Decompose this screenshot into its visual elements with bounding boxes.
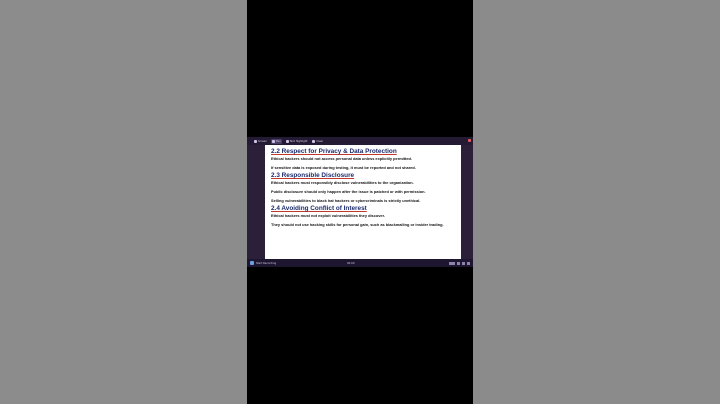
toolbar-highlight[interactable] bbox=[285, 139, 309, 144]
recording-control[interactable] bbox=[250, 261, 276, 265]
status-indicators bbox=[449, 262, 470, 265]
indicator-icon bbox=[462, 262, 465, 265]
toolbar-clear-label: Clear bbox=[316, 139, 324, 143]
toolbar-pen[interactable] bbox=[271, 139, 282, 144]
screen-icon bbox=[254, 140, 257, 143]
section-2-3-paragraph-3: Selling vulnerabilities to black hat hackers or cybercriminals is strictly unethical. bbox=[271, 198, 421, 203]
close-icon[interactable] bbox=[468, 139, 471, 142]
section-2-2-paragraph-1: Ethical hackers should not access personal data unless explicitly permitted. bbox=[271, 156, 412, 161]
left-blurred-background bbox=[0, 0, 247, 404]
toolbar-clear[interactable] bbox=[311, 139, 324, 144]
section-2-3-paragraph-1: Ethical hackers must responsibly disclose vulnerabilities to the organization. bbox=[271, 180, 414, 185]
toolbar-pen-label: Pen bbox=[275, 139, 281, 143]
section-2-2-heading: 2.2 Respect for Privacy & Data Protection bbox=[271, 148, 397, 155]
annotation-toolbar bbox=[247, 137, 473, 145]
section-2-4-paragraph-1: Ethical hackers must not exploit vulnerabilities they discover. bbox=[271, 213, 385, 218]
eraser-icon bbox=[312, 140, 315, 143]
window-controls bbox=[468, 139, 471, 142]
toolbar-highlight-label: Text Highlight bbox=[289, 139, 308, 143]
section-2-3-heading: 2.3 Responsible Disclosure bbox=[271, 172, 355, 179]
timer: 00:00 bbox=[347, 261, 355, 265]
right-blurred-background bbox=[473, 0, 720, 404]
section-2-2-paragraph-2: If sensitive data is exposed during testing, it must be reported and not shared. bbox=[271, 165, 416, 170]
toolbar-screen-label: Screen bbox=[258, 139, 267, 143]
indicator-icon bbox=[467, 262, 470, 265]
status-bar bbox=[247, 259, 473, 267]
desktop-screen bbox=[247, 137, 473, 267]
section-2-4-paragraph-2: They should not use hacking skills for personal gain, such as blackmailing or insider trading. bbox=[271, 222, 444, 227]
toolbar-screen[interactable] bbox=[253, 139, 268, 144]
highlight-icon bbox=[286, 140, 289, 143]
indicator-icon bbox=[457, 262, 460, 265]
recording-label: Start Recording bbox=[256, 261, 277, 265]
record-icon bbox=[250, 261, 254, 265]
document-page bbox=[265, 145, 461, 260]
pen-icon bbox=[272, 140, 275, 143]
section-2-3-paragraph-2: Public disclosure should only happen after the issue is patched or with permission. bbox=[271, 189, 426, 194]
indicator-icon bbox=[449, 262, 455, 265]
section-2-4-heading: 2.4 Avoiding Conflict of Interest bbox=[271, 205, 367, 212]
